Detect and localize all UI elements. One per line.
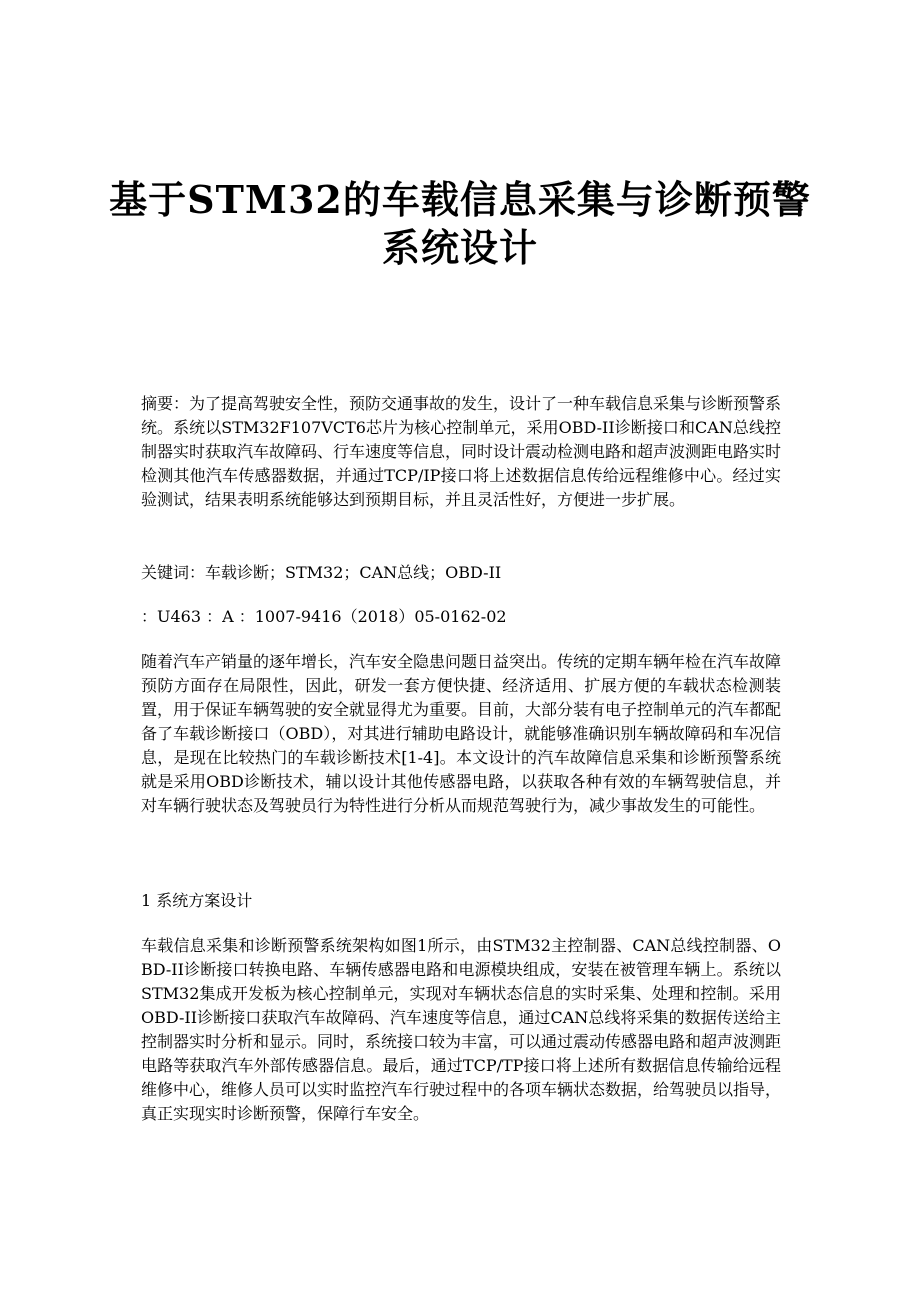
classification-line: ：U463 ：A ：1007-9416（2018）05-0162-02 [141,607,507,626]
paper-title-line-2: 系统设计 [381,225,538,270]
section-heading: 1 系统方案设计 [141,891,253,910]
introduction-paragraph: 随着汽车产销量的逐年增长，汽车安全隐患问题日益突出。传统的定期车辆年检在汽车故障预防方面存在局限性，因此，研发一套方便快捷、经济适用、扩展方便的车载状态检测装置，用于保证车辆驾驶的安全就显得尤为重要。目前，大部分装有电子控制单元的汽车都配备了车载诊断接口（OBD），对其进行辅助电路设计，就能够准确识别车辆故障码和车况信息，是现在比较热门的车载诊断技术[1-4]。本文设计的汽车故障信息采集和诊断预警系统就是采用OBD诊断技术，辅以设计其他传感器电路，以获取各种有效的车辆驾驶信息，并对车辆行驶状态及驾驶员行为特性进行分析从而规范驾驶行为，减少事故发生的可能性。 [141,652,782,815]
keywords-line: 关键词：车载诊断；STM32；CAN总线；OBD-II [141,563,502,582]
paper-title [100,176,820,272]
paper-title-line-1: 基于STM32的车载信息采集与诊断预警 [109,177,811,222]
abstract-paragraph: 摘要：为了提高驾驶安全性，预防交通事故的发生，设计了一种车载信息采集与诊断预警系统。系统以STM32F107VCT6芯片为核心控制单元，采用OBD-II诊断接口和CAN总线控制器实时获取汽车故障码、行车速度等信息，同时设计震动检测电路和超声波测距电路实时检测其他汽车传感器数据，并通过TCP/IP接口将上述数据信息传给远程维修中心。经过实验测试，结果表明系统能够达到预期目标，并且灵活性好，方便进一步扩展。 [141,394,782,509]
section-body-paragraph: 车载信息采集和诊断预警系统架构如图1所示，由STM32主控制器、CAN总线控制器、OBD-II诊断接口转换电路、车辆传感器电路和电源模块组成，安装在被管理车辆上。系统以STM32集成开发板为核心控制单元，实现对车辆状态信息的实时采集、处理和控制。采用OBD-II诊断接口获取汽车故障码、汽车速度等信息，通过CAN总线将采集的数据传送给主控制器实时分析和显示。同时，系统接口较为丰富，可以通过震动传感器电路和超声波测距电路等获取汽车外部传感器信息。最后，通过TCP/TP接口将上述所有数据信息传输给远程维修中心，维修人员可以实时监控汽车行驶过程中的各项车辆状态数据，给驾驶员以指导，真正实现实时诊断预警，保障行车安全。 [141,936,782,1123]
